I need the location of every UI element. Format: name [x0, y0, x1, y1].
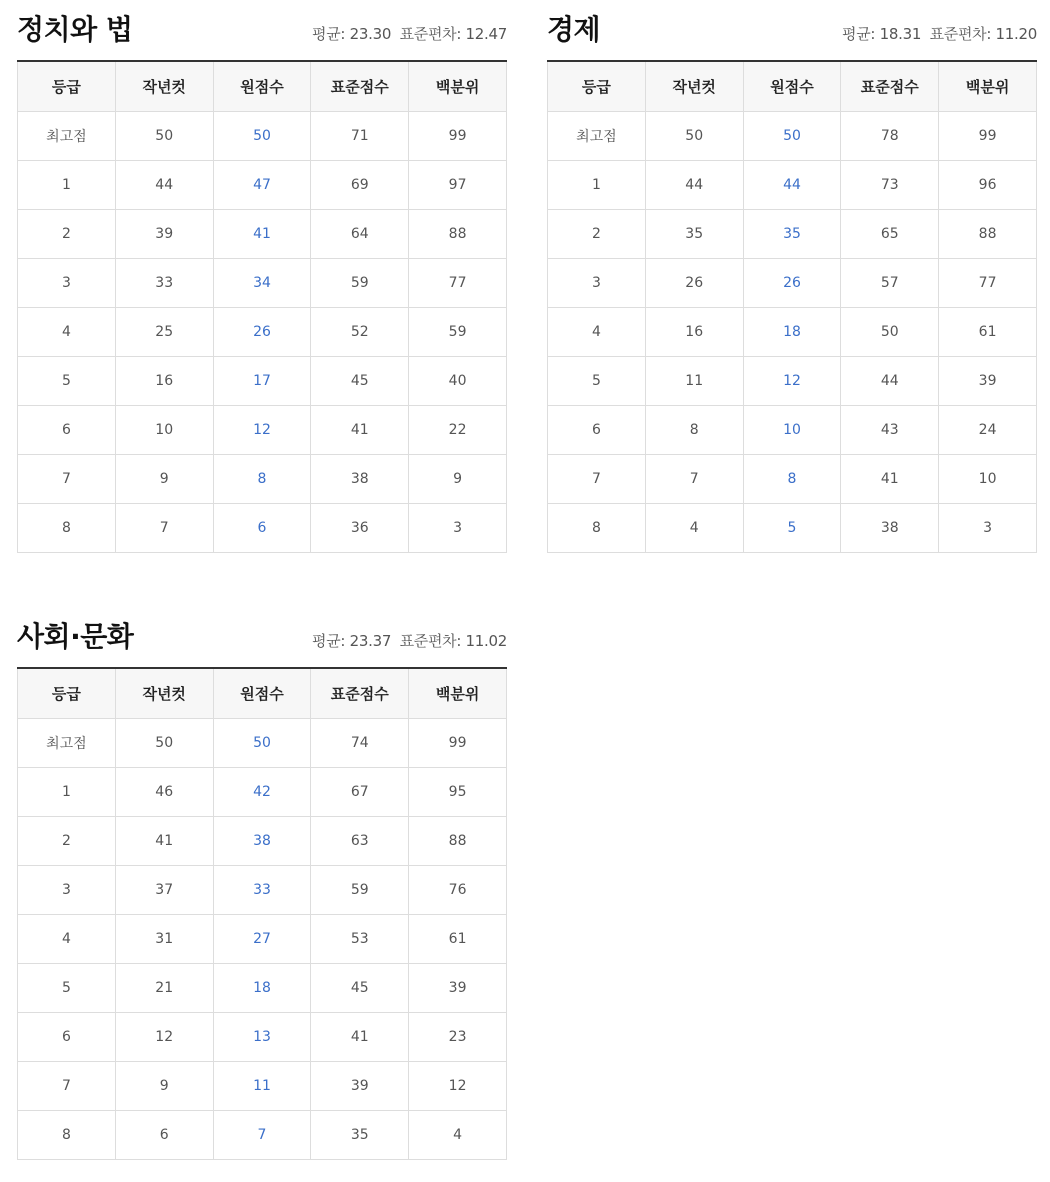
standard-score-cell: 59 [311, 258, 409, 307]
standard-score-cell: 74 [311, 718, 409, 767]
standard-score-cell: 36 [311, 503, 409, 552]
table-row [18, 963, 507, 1012]
standard-score-cell: 35 [311, 1110, 409, 1159]
mean-value: 18.31 [879, 25, 922, 43]
last-year-cut-cell: 44 [645, 160, 743, 209]
column-header-percentile: 백분위 [409, 62, 507, 111]
sd-value: 11.20 [995, 25, 1037, 43]
grade-cell: 6 [548, 405, 646, 454]
raw-score-cell: 5 [743, 503, 841, 552]
column-header-standard-score: 표준점수 [311, 62, 409, 111]
standard-score-cell: 65 [841, 209, 939, 258]
last-year-cut-cell: 16 [115, 356, 213, 405]
subject-stats [312, 631, 507, 651]
grade-cell: 2 [18, 816, 116, 865]
raw-score-cell: 50 [213, 111, 311, 160]
last-year-cut-cell: 7 [115, 503, 213, 552]
percentile-cell: 88 [409, 816, 507, 865]
percentile-cell: 4 [409, 1110, 507, 1159]
mean-value: 23.37 [349, 632, 392, 650]
last-year-cut-cell: 12 [115, 1012, 213, 1061]
table-row [548, 111, 1037, 160]
raw-score-cell: 35 [743, 209, 841, 258]
subject-block-economics [547, 8, 1037, 553]
grade-cell: 5 [18, 963, 116, 1012]
standard-score-cell: 45 [311, 356, 409, 405]
grade-cell: 7 [18, 1061, 116, 1110]
column-header-percentile: 백분위 [939, 62, 1037, 111]
sd-value: 12.47 [465, 25, 507, 43]
standard-score-cell: 43 [841, 405, 939, 454]
raw-score-cell: 44 [743, 160, 841, 209]
subject-header [17, 8, 507, 62]
grade-cell: 1 [18, 767, 116, 816]
grade-cell: 8 [548, 503, 646, 552]
table-row [548, 258, 1037, 307]
raw-score-cell: 33 [213, 865, 311, 914]
standard-score-cell: 41 [841, 454, 939, 503]
column-header-raw-score: 원점수 [213, 669, 311, 718]
last-year-cut-cell: 50 [645, 111, 743, 160]
subject-header [547, 8, 1037, 62]
percentile-cell: 3 [939, 503, 1037, 552]
percentile-cell: 24 [939, 405, 1037, 454]
percentile-cell: 77 [409, 258, 507, 307]
last-year-cut-cell: 6 [115, 1110, 213, 1159]
table-header-row [548, 62, 1037, 111]
column-header-standard-score: 표준점수 [311, 669, 409, 718]
standard-score-cell: 59 [311, 865, 409, 914]
percentile-cell: 77 [939, 258, 1037, 307]
column-header-raw-score: 원점수 [743, 62, 841, 111]
column-header-standard-score: 표준점수 [841, 62, 939, 111]
table-row [18, 160, 507, 209]
last-year-cut-cell: 26 [645, 258, 743, 307]
grade-cell: 8 [18, 503, 116, 552]
grade-cell: 1 [548, 160, 646, 209]
grade-cell: 최고점 [18, 718, 116, 767]
grade-cell: 6 [18, 1012, 116, 1061]
column-header-grade: 등급 [548, 62, 646, 111]
percentile-cell: 88 [939, 209, 1037, 258]
last-year-cut-cell: 31 [115, 914, 213, 963]
table-row [18, 454, 507, 503]
table-row [18, 718, 507, 767]
percentile-cell: 88 [409, 209, 507, 258]
grade-cell: 4 [548, 307, 646, 356]
table-row [548, 503, 1037, 552]
raw-score-cell: 42 [213, 767, 311, 816]
percentile-cell: 76 [409, 865, 507, 914]
sd-label: 표준편차: [399, 25, 462, 43]
grade-table [17, 62, 507, 553]
table-row [18, 1061, 507, 1110]
standard-score-cell: 67 [311, 767, 409, 816]
standard-score-cell: 63 [311, 816, 409, 865]
raw-score-cell: 12 [743, 356, 841, 405]
percentile-cell: 22 [409, 405, 507, 454]
subject-title: 정치와 법 [17, 13, 133, 46]
subject-stats [312, 24, 507, 44]
percentile-cell: 12 [409, 1061, 507, 1110]
raw-score-cell: 10 [743, 405, 841, 454]
mean-label: 평균: [312, 25, 346, 43]
sd-label: 표준편차: [929, 25, 992, 43]
raw-score-cell: 47 [213, 160, 311, 209]
standard-score-cell: 41 [311, 1012, 409, 1061]
raw-score-cell: 12 [213, 405, 311, 454]
subject-stats [842, 24, 1037, 44]
last-year-cut-cell: 7 [645, 454, 743, 503]
grade-cell: 2 [18, 209, 116, 258]
table-row [18, 503, 507, 552]
last-year-cut-cell: 21 [115, 963, 213, 1012]
last-year-cut-cell: 39 [115, 209, 213, 258]
last-year-cut-cell: 46 [115, 767, 213, 816]
column-header-last-year-cut: 작년컷 [645, 62, 743, 111]
column-header-last-year-cut: 작년컷 [115, 669, 213, 718]
raw-score-cell: 17 [213, 356, 311, 405]
table-row [548, 209, 1037, 258]
standard-score-cell: 38 [311, 454, 409, 503]
last-year-cut-cell: 41 [115, 816, 213, 865]
grade-cell: 5 [18, 356, 116, 405]
subject-header [17, 615, 507, 669]
table-row [548, 405, 1037, 454]
percentile-cell: 97 [409, 160, 507, 209]
grade-cell: 7 [18, 454, 116, 503]
percentile-cell: 59 [409, 307, 507, 356]
grade-cell: 최고점 [548, 111, 646, 160]
percentile-cell: 23 [409, 1012, 507, 1061]
percentile-cell: 39 [939, 356, 1037, 405]
table-row [548, 307, 1037, 356]
percentile-cell: 3 [409, 503, 507, 552]
subject-block-society-culture [17, 615, 507, 1160]
standard-score-cell: 57 [841, 258, 939, 307]
subject-block-politics-law [17, 8, 507, 553]
table-row [18, 405, 507, 454]
last-year-cut-cell: 10 [115, 405, 213, 454]
table-header-row [18, 62, 507, 111]
grade-cell: 7 [548, 454, 646, 503]
table-row [548, 356, 1037, 405]
raw-score-cell: 27 [213, 914, 311, 963]
subject-title: 사회·문화 [17, 620, 134, 653]
column-header-raw-score: 원점수 [213, 62, 311, 111]
table-row [18, 1012, 507, 1061]
grade-cell: 최고점 [18, 111, 116, 160]
standard-score-cell: 39 [311, 1061, 409, 1110]
subject-title: 경제 [547, 13, 601, 46]
raw-score-cell: 7 [213, 1110, 311, 1159]
last-year-cut-cell: 8 [645, 405, 743, 454]
percentile-cell: 9 [409, 454, 507, 503]
last-year-cut-cell: 33 [115, 258, 213, 307]
standard-score-cell: 41 [311, 405, 409, 454]
grade-cell: 8 [18, 1110, 116, 1159]
raw-score-cell: 6 [213, 503, 311, 552]
table-row [548, 454, 1037, 503]
grade-cell: 3 [18, 258, 116, 307]
grade-cell: 4 [18, 307, 116, 356]
table-row [18, 307, 507, 356]
raw-score-cell: 13 [213, 1012, 311, 1061]
table-row [18, 816, 507, 865]
sd-label: 표준편차: [399, 632, 462, 650]
raw-score-cell: 11 [213, 1061, 311, 1110]
last-year-cut-cell: 44 [115, 160, 213, 209]
sd-value: 11.02 [465, 632, 507, 650]
raw-score-cell: 50 [213, 718, 311, 767]
standard-score-cell: 45 [311, 963, 409, 1012]
grade-cell: 1 [18, 160, 116, 209]
grade-cell: 5 [548, 356, 646, 405]
column-header-last-year-cut: 작년컷 [115, 62, 213, 111]
standard-score-cell: 73 [841, 160, 939, 209]
raw-score-cell: 34 [213, 258, 311, 307]
percentile-cell: 96 [939, 160, 1037, 209]
grade-table [547, 62, 1037, 553]
last-year-cut-cell: 11 [645, 356, 743, 405]
raw-score-cell: 50 [743, 111, 841, 160]
standard-score-cell: 53 [311, 914, 409, 963]
last-year-cut-cell: 50 [115, 718, 213, 767]
last-year-cut-cell: 25 [115, 307, 213, 356]
table-row [18, 1110, 507, 1159]
standard-score-cell: 78 [841, 111, 939, 160]
percentile-cell: 40 [409, 356, 507, 405]
raw-score-cell: 8 [213, 454, 311, 503]
column-header-percentile: 백분위 [409, 669, 507, 718]
table-row [18, 209, 507, 258]
raw-score-cell: 38 [213, 816, 311, 865]
standard-score-cell: 52 [311, 307, 409, 356]
grade-cell: 4 [18, 914, 116, 963]
percentile-cell: 10 [939, 454, 1037, 503]
last-year-cut-cell: 9 [115, 1061, 213, 1110]
percentile-cell: 61 [939, 307, 1037, 356]
column-header-grade: 등급 [18, 669, 116, 718]
mean-label: 평균: [842, 25, 876, 43]
mean-label: 평균: [312, 632, 346, 650]
standard-score-cell: 64 [311, 209, 409, 258]
percentile-cell: 99 [409, 111, 507, 160]
table-header-row [18, 669, 507, 718]
table-row [18, 914, 507, 963]
last-year-cut-cell: 4 [645, 503, 743, 552]
raw-score-cell: 8 [743, 454, 841, 503]
percentile-cell: 99 [409, 718, 507, 767]
standard-score-cell: 44 [841, 356, 939, 405]
percentile-cell: 39 [409, 963, 507, 1012]
percentile-cell: 95 [409, 767, 507, 816]
standard-score-cell: 38 [841, 503, 939, 552]
standard-score-cell: 50 [841, 307, 939, 356]
raw-score-cell: 18 [743, 307, 841, 356]
column-header-grade: 등급 [18, 62, 116, 111]
last-year-cut-cell: 9 [115, 454, 213, 503]
percentile-cell: 61 [409, 914, 507, 963]
last-year-cut-cell: 35 [645, 209, 743, 258]
last-year-cut-cell: 37 [115, 865, 213, 914]
last-year-cut-cell: 50 [115, 111, 213, 160]
grade-cell: 3 [548, 258, 646, 307]
grade-cell: 3 [18, 865, 116, 914]
table-row [18, 865, 507, 914]
grade-cell: 6 [18, 405, 116, 454]
last-year-cut-cell: 16 [645, 307, 743, 356]
table-row [18, 356, 507, 405]
raw-score-cell: 26 [213, 307, 311, 356]
table-row [18, 111, 507, 160]
table-row [548, 160, 1037, 209]
mean-value: 23.30 [349, 25, 392, 43]
raw-score-cell: 41 [213, 209, 311, 258]
raw-score-cell: 18 [213, 963, 311, 1012]
standard-score-cell: 69 [311, 160, 409, 209]
raw-score-cell: 26 [743, 258, 841, 307]
grade-cell: 2 [548, 209, 646, 258]
table-row [18, 767, 507, 816]
percentile-cell: 99 [939, 111, 1037, 160]
grade-table [17, 669, 507, 1160]
table-row [18, 258, 507, 307]
standard-score-cell: 71 [311, 111, 409, 160]
